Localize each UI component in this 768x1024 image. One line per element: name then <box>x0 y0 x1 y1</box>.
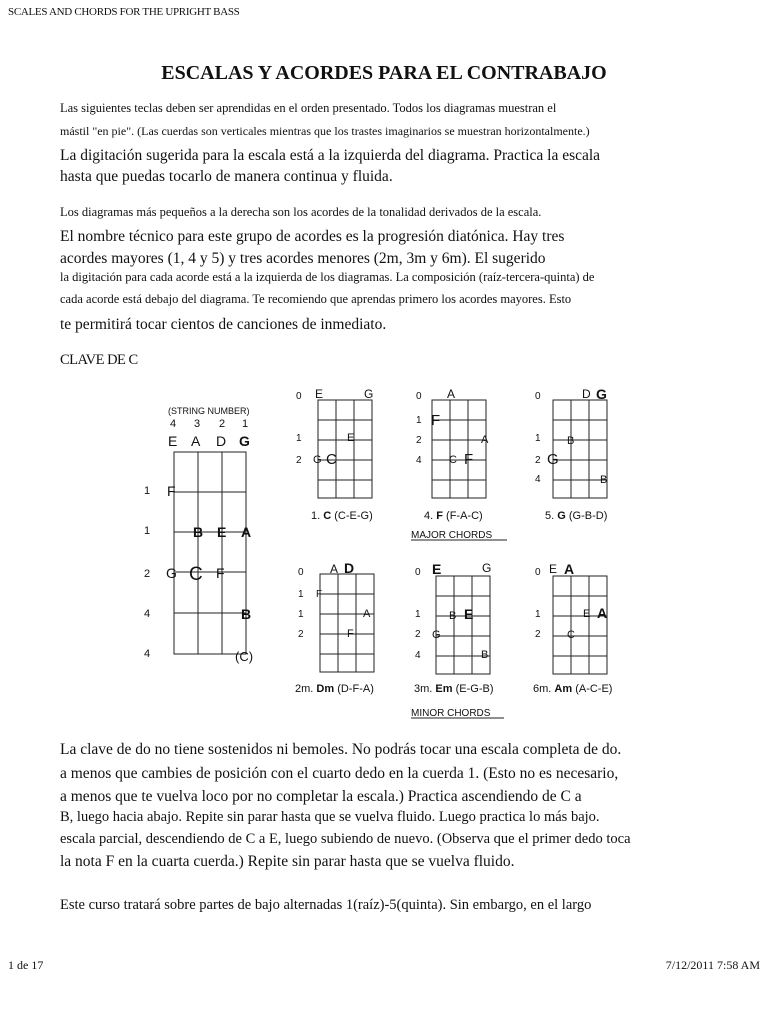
chord-note: G <box>364 387 374 401</box>
chord-note: B <box>481 649 489 661</box>
chord-grid-am <box>553 576 607 674</box>
intro-line-4: hasta que puedas tocarlo de manera continua y fluida. <box>60 168 393 185</box>
chord-caption: 1. C (C-E-G) <box>311 510 373 522</box>
open-string-note: D <box>216 433 227 449</box>
fret-number: 0 <box>296 391 302 402</box>
chord-note: G <box>313 454 322 466</box>
fret-number: 2 <box>535 455 541 466</box>
chord-note: G <box>482 561 492 575</box>
chord-note: E <box>464 606 474 622</box>
minor-chords-caption: MINOR CHORDS <box>411 708 491 719</box>
fret-number: 1 <box>298 609 304 620</box>
scale-note: F <box>167 483 176 499</box>
fret-number: 1 <box>416 415 422 426</box>
fret-number: 0 <box>415 567 421 578</box>
chord-note: F <box>464 451 474 468</box>
fret-number: 4 <box>416 455 422 466</box>
body-line-2: a menos que cambies de posición con el cuarto dedo en la cuerda 1. (Esto no es necesario, <box>60 765 619 782</box>
chord-caption: 5. G (G-B-D) <box>545 510 608 522</box>
fret-number: 1 <box>296 433 302 444</box>
chord-caption: 3m. Em (E-G-B) <box>414 683 494 695</box>
fret-number: 2 <box>415 629 421 640</box>
major-chords-caption: MAJOR CHORDS <box>411 530 493 541</box>
fret-number: 0 <box>298 567 304 578</box>
fret-number: 4 <box>415 650 421 661</box>
chord-note: C <box>449 454 457 466</box>
chord-note: E <box>432 561 442 577</box>
chord-caption: 4. F (F-A-C) <box>424 510 483 522</box>
intro-line-2: mástil "en pie". (Las cuerdas son verticales mientras que los trastes imaginarios se muestran horizontalmente.) <box>60 124 590 138</box>
chord-note: C <box>326 451 337 468</box>
fret-number: 2 <box>416 435 422 446</box>
scale-footnote: (C) <box>235 649 254 664</box>
intro-line-1: Las siguientes teclas deben ser aprendidas en el orden presentado. Todos los diagramas muestran el <box>60 101 557 115</box>
chord-diagrams <box>130 380 630 725</box>
chord-note: G <box>547 451 559 468</box>
chord-note: A <box>597 605 608 621</box>
intro-line-10: te permitirá tocar cientos de canciones de inmediato. <box>60 316 387 333</box>
fret-number: 1 <box>415 609 421 620</box>
chord-note: G <box>432 629 441 641</box>
fret-number: 2 <box>296 455 302 466</box>
chord-note: A <box>363 608 371 620</box>
finger-number: 2 <box>144 568 151 580</box>
fret-number: 1 <box>535 609 541 620</box>
string-number: 3 <box>194 418 201 430</box>
open-string-note: G <box>239 433 250 449</box>
scale-note: E <box>217 524 227 540</box>
fret-number: 1 <box>298 589 304 600</box>
chord-note: G <box>596 386 607 402</box>
chord-note: E <box>549 562 558 576</box>
intro-line-7: acordes mayores (1, 4 y 5) y tres acordes menores (2m, 3m y 6m). El sugerido <box>60 250 546 267</box>
fret-number: 2 <box>298 629 304 640</box>
body-line-6: la nota F en la cuarta cuerda.) Repite sin parar hasta que se vuelva fluido. <box>60 853 515 870</box>
chord-note: C <box>567 629 575 641</box>
chord-note: E <box>583 608 591 620</box>
chord-caption: 6m. Am (A-C-E) <box>533 683 613 695</box>
finger-number: 1 <box>144 485 151 497</box>
fret-number: 0 <box>416 391 422 402</box>
body-line-3: a menos que te vuelva loco por no completar la escala.) Practica ascendiendo de C a <box>60 788 582 805</box>
fret-number: 0 <box>535 567 541 578</box>
chord-note: A <box>330 562 339 576</box>
chord-note: E <box>315 387 324 401</box>
chord-note: D <box>344 560 355 576</box>
body-line-5: escala parcial, descendiendo de C a E, luego subiendo de nuevo. (Observa que el primer dedo toca <box>60 831 631 847</box>
chord-grid-g <box>553 400 607 498</box>
chord-grid-c <box>318 400 372 498</box>
chord-note: D <box>582 387 591 401</box>
fret-number: 2 <box>535 629 541 640</box>
fret-number: 0 <box>535 391 541 402</box>
chord-note: A <box>481 434 489 446</box>
chord-note: F <box>431 412 441 429</box>
page-number: 1 de 17 <box>8 958 44 972</box>
chord-note: B <box>449 610 457 622</box>
chord-note: A <box>564 561 575 577</box>
scale-note: F <box>216 565 225 581</box>
chord-grid-dm <box>320 574 374 672</box>
open-string-note: E <box>168 433 178 449</box>
fret-number: 4 <box>535 474 541 485</box>
scale-note: C <box>189 564 203 585</box>
finger-number: 1 <box>144 525 151 537</box>
body-line-7: Este curso tratará sobre partes de bajo alternadas 1(raíz)-5(quinta). Sin embargo, en el largo <box>60 897 592 913</box>
scale-note: G <box>166 565 177 581</box>
chord-note: F <box>316 589 323 600</box>
fret-number: 1 <box>535 433 541 444</box>
chord-note: E <box>347 432 355 444</box>
intro-line-9: cada acorde está debajo del diagrama. Te recomiendo que aprendas primero los acordes mayores. Esto <box>60 292 572 306</box>
body-line-4: B, luego hacia abajo. Repite sin parar hasta que se vuelva fluido. Luego practica lo más bajo. <box>60 809 600 825</box>
finger-number: 4 <box>144 608 151 620</box>
chord-note: F <box>347 628 354 640</box>
chord-caption: 2m. Dm (D-F-A) <box>295 683 374 695</box>
scale-note: A <box>241 524 252 540</box>
section-title: CLAVE DE C <box>60 352 138 368</box>
chord-note: B <box>600 474 608 486</box>
scale-fretboard <box>174 452 246 654</box>
document-header: SCALES AND CHORDS FOR THE UPRIGHT BASS <box>8 6 240 18</box>
chord-note: B <box>567 435 575 447</box>
finger-number: 4 <box>144 648 151 660</box>
intro-line-6: El nombre técnico para este grupo de acordes es la progresión diatónica. Hay tres <box>60 228 565 245</box>
string-number: 4 <box>170 418 177 430</box>
intro-line-5: Los diagramas más pequeños a la derecha son los acordes de la tonalidad derivados de la escala. <box>60 205 542 219</box>
scale-note: B <box>241 606 252 622</box>
string-number: 2 <box>219 418 226 430</box>
intro-line-3: La digitación sugerida para la escala está a la izquierda del diagrama. Practica la escala <box>60 147 601 164</box>
string-number: 1 <box>242 418 249 430</box>
intro-line-8: la digitación para cada acorde está a la izquierda de los diagramas. La composición (raíz-tercera-quinta) de <box>60 270 595 284</box>
open-string-note: A <box>191 433 201 449</box>
body-line-1: La clave de do no tiene sostenidos ni bemoles. No podrás tocar una escala completa de do. <box>60 741 622 758</box>
print-datetime: 7/12/2011 7:58 AM <box>665 958 760 972</box>
chord-note: A <box>447 387 456 401</box>
string-number-label: (STRING NUMBER) <box>168 406 250 416</box>
scale-note: B <box>193 524 204 540</box>
page-title: ESCALAS Y ACORDES PARA EL CONTRABAJO <box>161 62 607 84</box>
